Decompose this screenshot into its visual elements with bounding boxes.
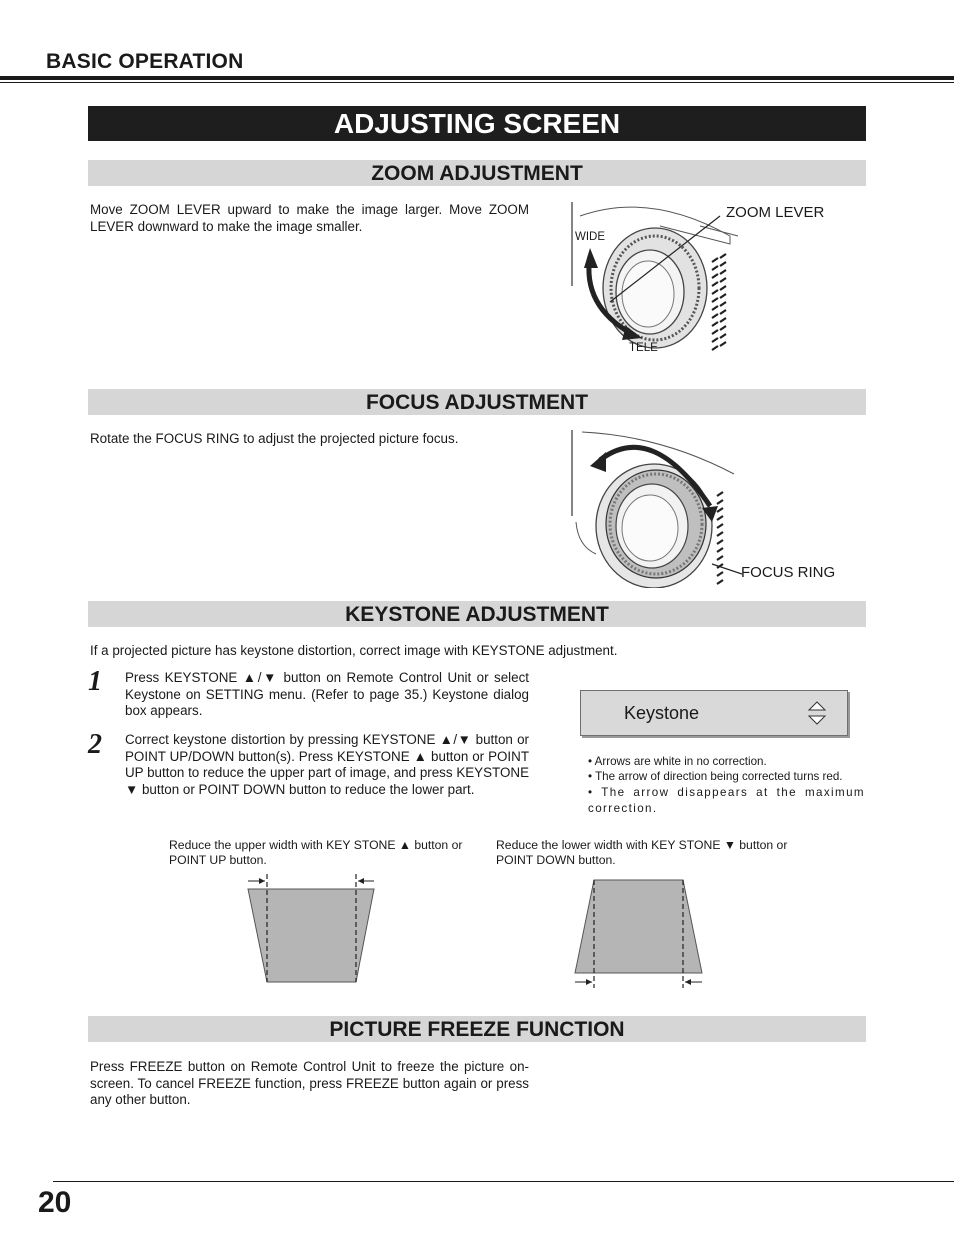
keystone-dialog-label: Keystone — [624, 703, 700, 723]
note-item: • The arrow disappears at the maximum correction. — [588, 786, 865, 815]
zoom-text: Move ZOOM LEVER upward to make the image larger. Move ZOOM LEVER downward to make the image smaller. — [90, 202, 529, 234]
page-number: 20 — [38, 1186, 72, 1219]
freeze-text: Press FREEZE button on Remote Control Unit to freeze the picture on-screen. To cancel FREEZE function, press FREEZE button again or press any other button. — [90, 1059, 529, 1107]
note-item: • The arrow of direction being corrected turns red. — [588, 770, 843, 783]
focus-ring-illustration — [562, 426, 742, 588]
footer-rule — [53, 1181, 954, 1182]
freeze-heading: PICTURE FREEZE FUNCTION — [88, 1016, 866, 1042]
keystone-dialog — [580, 690, 848, 736]
page-title: ADJUSTING SCREEN — [88, 106, 866, 141]
keystone-lower-diagram — [568, 872, 710, 992]
wide-label: WIDE — [575, 231, 606, 243]
note-item: • Arrows are white in no correction. — [588, 755, 767, 768]
step-number: 2 — [88, 729, 102, 760]
step-number: 1 — [88, 666, 102, 697]
caption-upper: Reduce the upper width with KEY STONE ▲ button or POINT UP button. — [169, 838, 463, 867]
up-down-arrows-icon — [807, 698, 827, 728]
zoom-heading: ZOOM ADJUSTMENT — [88, 160, 866, 186]
zoom-lever-label: ZOOM LEVER — [726, 204, 825, 221]
step-text: Press KEYSTONE ▲/▼ button on Remote Control Unit or select Keystone on SETTING menu. (Refer to page 35.) Keystone dialog box appears. — [125, 670, 529, 718]
section-label: BASIC OPERATION — [46, 50, 244, 73]
keystone-intro: If a projected picture has keystone distortion, correct image with KEYSTONE adjustment. — [90, 643, 618, 658]
header-rule-thin — [0, 82, 954, 83]
focus-text: Rotate the FOCUS RING to adjust the projected picture focus. — [90, 431, 459, 446]
keystone-upper-diagram — [240, 870, 382, 990]
keystone-heading: KEYSTONE ADJUSTMENT — [88, 601, 866, 627]
focus-ring-label: FOCUS RING — [741, 564, 836, 581]
header-rule — [0, 76, 954, 80]
step-text: Correct keystone distortion by pressing KEYSTONE ▲/▼ button or POINT UP/DOWN button(s). Press KEYSTONE ▲ button or POINT UP button to reduce the upper part of image, and press KEYSTONE ▼ button or POINT DOWN button to reduce the lower part. — [125, 732, 529, 797]
focus-heading: FOCUS ADJUSTMENT — [88, 389, 866, 415]
tele-label: TELE — [629, 342, 658, 354]
caption-lower: Reduce the lower width with KEY STONE ▼ button or POINT DOWN button. — [496, 838, 788, 867]
